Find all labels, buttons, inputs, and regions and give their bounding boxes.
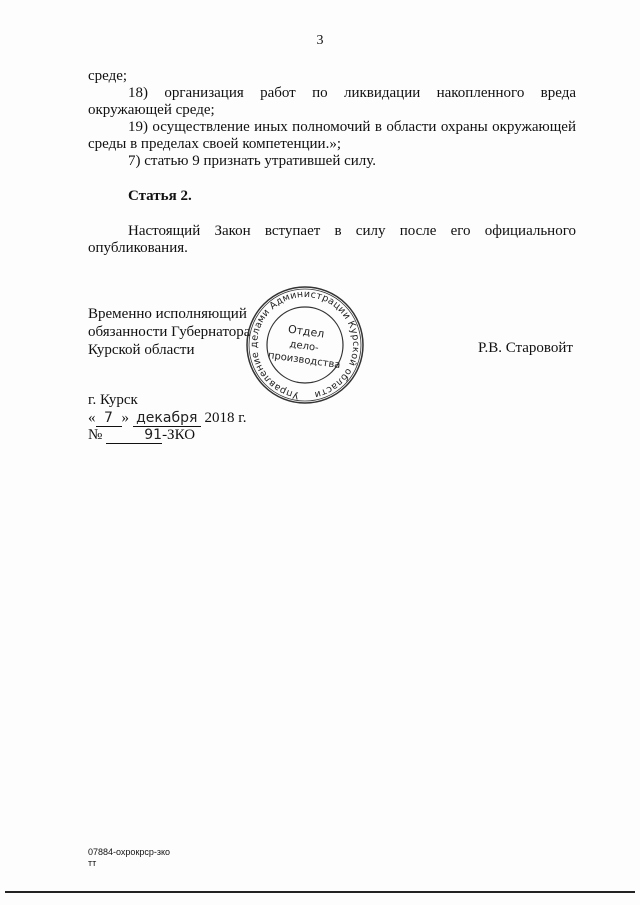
- number-value: 91: [106, 427, 162, 444]
- item-18-line-1: 18) организация работ по ликвидации накопленного вреда: [128, 85, 576, 101]
- official-stamp: [235, 285, 375, 410]
- signatory-title-line-3: Курской области: [88, 342, 195, 358]
- svg-text:Управление делами Администраци: Управление делами Администрации Курской области: [249, 288, 362, 401]
- article-2-text-line-1: Настоящий Закон вступает в силу после его официального: [128, 223, 576, 239]
- article-2-heading: Статья 2.: [128, 188, 192, 204]
- document-code-text: 07884-охрокрср-зко: [88, 847, 171, 857]
- stamp-seal-icon: [235, 285, 375, 410]
- item-19-line-2: среды в пределах своей компетенции.»;: [88, 136, 341, 152]
- signatory-title-line-1: Временно исполняющий: [88, 306, 247, 322]
- continued-text-line: среде;: [88, 68, 128, 84]
- date-open-quote: «: [88, 410, 96, 426]
- signatory-name: Р.В. Старовойт: [478, 340, 573, 356]
- stamp-center-line-1: Отдел: [287, 322, 326, 341]
- date-year: 2018 г.: [204, 410, 247, 426]
- page-number: 3: [316, 33, 324, 48]
- document-initials: тт: [88, 858, 97, 868]
- stamp-center-line-3: производства: [267, 350, 342, 372]
- city: г. Курск: [88, 392, 138, 408]
- page-bottom-rule: [5, 891, 635, 893]
- item-18-line-2: окружающей среде;: [88, 102, 215, 118]
- document-code: [88, 847, 170, 869]
- date-month: декабря: [133, 410, 201, 427]
- stamp-center-line-2: дело-: [288, 338, 320, 354]
- number-sign: №: [88, 427, 103, 443]
- signatory-title-line-2: обязанности Губернатора: [88, 324, 251, 340]
- number-suffix: -ЗКО: [162, 427, 196, 443]
- item-7: 7) статью 9 признать утратившей силу.: [128, 153, 377, 169]
- article-2-text-line-2: опубликования.: [88, 240, 188, 256]
- date-close-quote: »: [121, 410, 129, 426]
- law-number: [88, 426, 195, 445]
- item-19-line-1: 19) осуществление иных полномочий в области охраны окружающей: [128, 119, 576, 135]
- date-day: 7: [96, 410, 122, 427]
